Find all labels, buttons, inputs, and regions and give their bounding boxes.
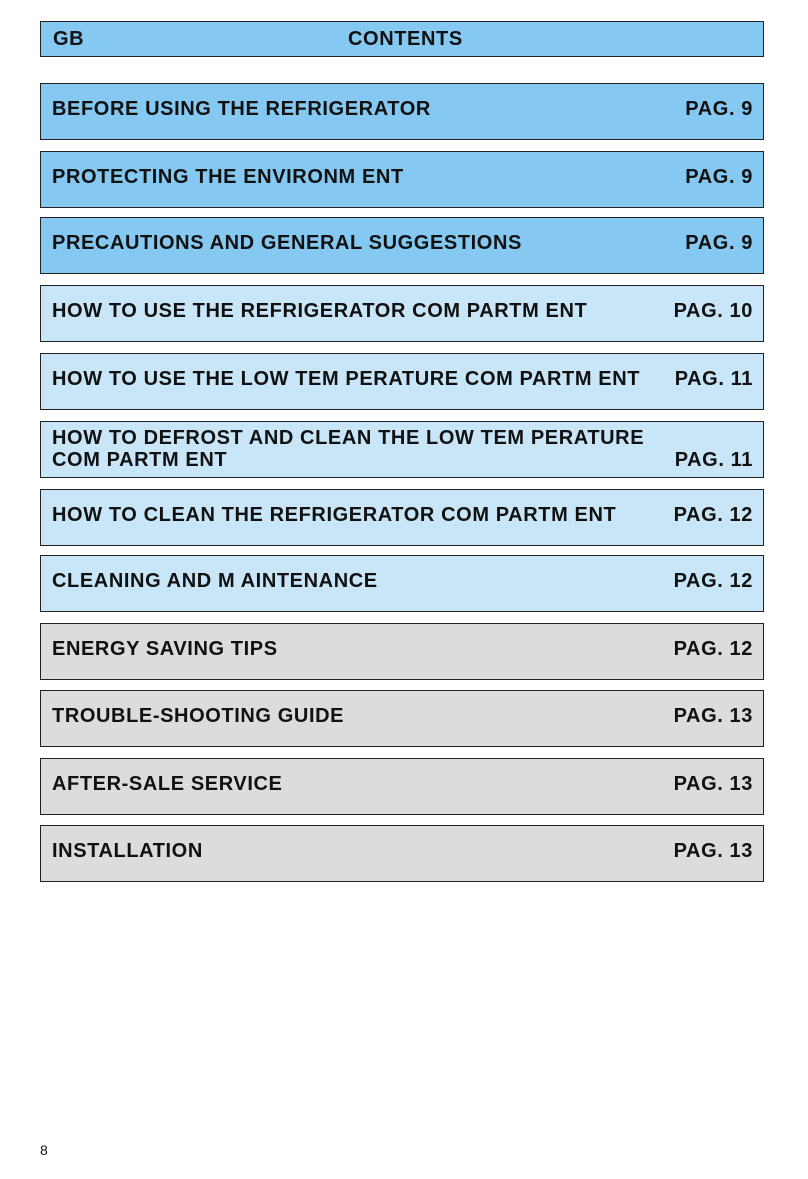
toc-entry-title: BEFORE USING THE REFRIGERATOR <box>52 98 431 120</box>
toc-entry-page: PAG. 9 <box>685 98 753 120</box>
toc-entry-trouble-shooting[interactable] <box>40 690 764 747</box>
toc-entry-refrigerator-compartment[interactable] <box>40 285 764 342</box>
toc-entry-cleaning-maintenance[interactable] <box>40 555 764 612</box>
toc-entry-page: PAG. 9 <box>685 166 753 188</box>
toc-entry-installation[interactable] <box>40 825 764 882</box>
page-title: CONTENTS <box>348 28 463 50</box>
toc-entry-title: PRECAUTIONS AND GENERAL SUGGESTIONS <box>52 232 522 254</box>
page-number: 8 <box>40 1142 48 1158</box>
toc-entry-precautions[interactable] <box>40 217 764 274</box>
toc-entry-page: PAG. 12 <box>673 638 753 660</box>
toc-entry-title: HOW TO CLEAN THE REFRIGERATOR COM PARTM ENT <box>52 504 617 526</box>
toc-entry-title: HOW TO USE THE REFRIGERATOR COM PARTM ENT <box>52 300 588 322</box>
toc-entry-title: ENERGY SAVING TIPS <box>52 638 278 660</box>
toc-entry-page: PAG. 10 <box>673 300 753 322</box>
toc-entry-page: PAG. 9 <box>685 232 753 254</box>
toc-entry-page: PAG. 12 <box>673 504 753 526</box>
toc-entry-energy-saving[interactable] <box>40 623 764 680</box>
toc-entry-title: INSTALLATION <box>52 840 203 862</box>
toc-entry-after-sale[interactable] <box>40 758 764 815</box>
toc-entry-title: TROUBLE-SHOOTING GUIDE <box>52 705 345 727</box>
toc-entry-before-using[interactable] <box>40 83 764 140</box>
toc-entry-title: PROTECTING THE ENVIRONM ENT <box>52 166 404 188</box>
toc-entry-page: PAG. 11 <box>674 449 753 471</box>
toc-entry-defrost-clean[interactable] <box>40 421 764 478</box>
toc-entry-title: AFTER-SALE SERVICE <box>52 773 283 795</box>
toc-entry-low-temperature-compartment[interactable] <box>40 353 764 410</box>
toc-entry-protecting-environment[interactable] <box>40 151 764 208</box>
toc-entry-page: PAG. 12 <box>673 570 753 592</box>
toc-entry-page: PAG. 11 <box>674 368 753 390</box>
toc-entry-page: PAG. 13 <box>673 840 753 862</box>
toc-entry-page: PAG. 13 <box>673 705 753 727</box>
toc-entry-clean-refrigerator[interactable] <box>40 489 764 546</box>
toc-entry-title: HOW TO USE THE LOW TEM PERATURE COM PARTM ENT <box>52 368 641 390</box>
toc-entry-title: CLEANING AND M AINTENANCE <box>52 570 378 592</box>
language-code: GB <box>53 28 85 50</box>
contents-header <box>40 21 764 57</box>
toc-entry-title: HOW TO DEFROST AND CLEAN THE LOW TEM PERATURE COM PARTM ENT <box>52 427 645 471</box>
toc-entry-page: PAG. 13 <box>673 773 753 795</box>
